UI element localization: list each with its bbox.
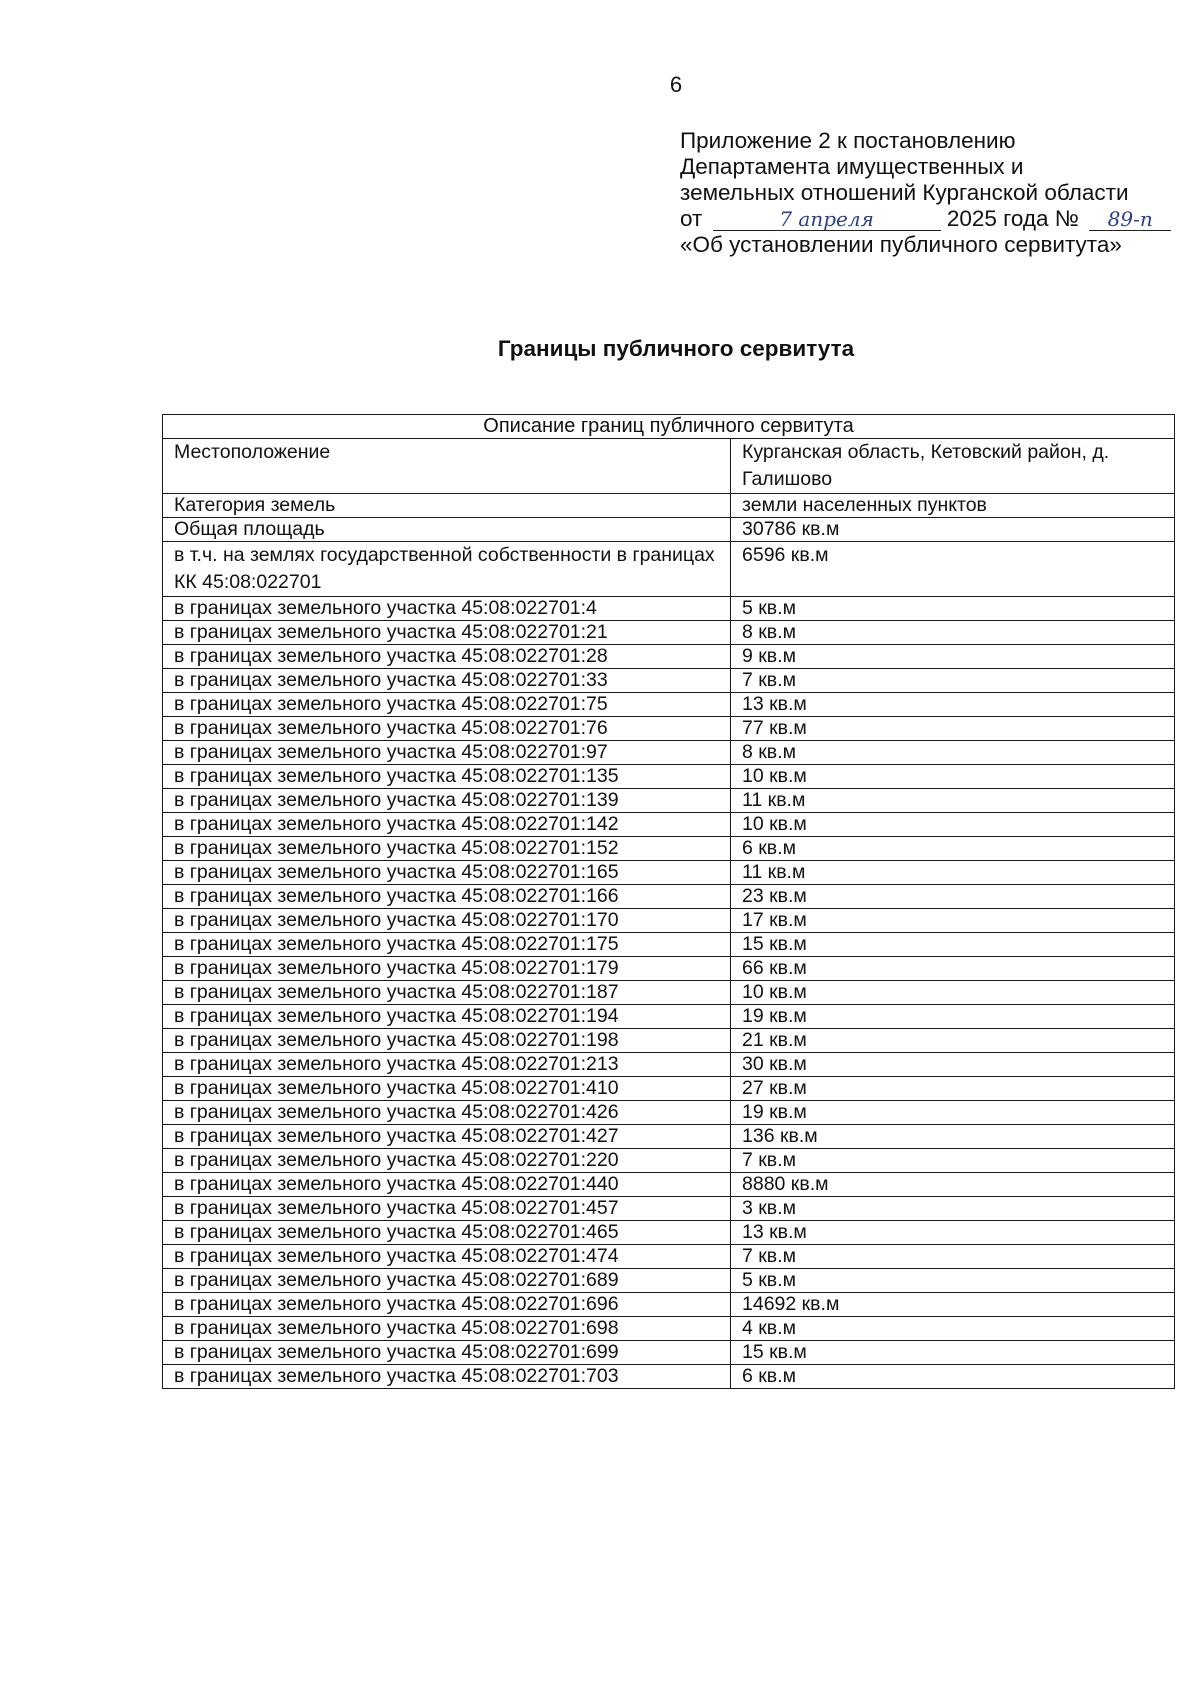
parcel-area: 7 кв.м [731,1245,1175,1269]
category-label: Категория земель [163,494,731,518]
appendix-line-5: «Об установлении публичного сервитута» [680,232,1122,257]
handwritten-number: 89-п [1089,208,1171,231]
parcel-area: 3 кв.м [731,1197,1175,1221]
table-row [163,957,1175,981]
parcel-label: в границах земельного участка 45:08:022701:689 [163,1269,731,1293]
total-area-label: Общая площадь [163,518,731,542]
parcel-area: 66 кв.м [731,957,1175,981]
parcel-label: в границах земельного участка 45:08:022701:194 [163,1005,731,1029]
document-title: Границы публичного сервитута [497,336,855,361]
table-row [163,1005,1175,1029]
handwritten-date: 7 апреля [713,208,941,231]
parcel-area: 5 кв.м [731,597,1175,621]
table-row [163,1341,1175,1365]
parcel-label: в границах земельного участка 45:08:022701:76 [163,717,731,741]
table-row [163,813,1175,837]
table-row [163,1293,1175,1317]
location-value: Курганская область, Кетовский район, д. Галишово [731,439,1175,494]
parcel-label: в границах земельного участка 45:08:022701:220 [163,1149,731,1173]
table-row [163,693,1175,717]
parcel-area: 23 кв.м [731,885,1175,909]
table-row [163,1053,1175,1077]
parcel-label: в границах земельного участка 45:08:022701:474 [163,1245,731,1269]
table-row [163,1317,1175,1341]
year-text: 2025 года № [946,206,1079,231]
date-prefix: от [680,206,703,231]
table-row [163,1269,1175,1293]
parcel-area: 10 кв.м [731,981,1175,1005]
table-row [163,1125,1175,1149]
table-header-row [163,415,1175,439]
table-row [163,1173,1175,1197]
parcel-label: в границах земельного участка 45:08:022701:170 [163,909,731,933]
parcel-label: в границах земельного участка 45:08:022701:21 [163,621,731,645]
parcel-label: в границах земельного участка 45:08:022701:187 [163,981,731,1005]
table-row [163,765,1175,789]
parcel-label: в границах земельного участка 45:08:022701:33 [163,669,731,693]
table-row [163,1221,1175,1245]
parcel-area: 11 кв.м [731,861,1175,885]
table-row [163,669,1175,693]
appendix-line-3: земельных отношений Курганской области [680,180,1129,205]
table-row [163,1365,1175,1389]
parcel-label: в границах земельного участка 45:08:022701:139 [163,789,731,813]
parcel-label: в границах земельного участка 45:08:022701:465 [163,1221,731,1245]
parcel-label: в границах земельного участка 45:08:022701:198 [163,1029,731,1053]
appendix-header [680,128,1180,258]
parcel-area: 13 кв.м [731,693,1175,717]
table-row [163,741,1175,765]
parcel-area: 9 кв.м [731,645,1175,669]
appendix-date-line [680,206,1180,232]
parcel-area: 4 кв.м [731,1317,1175,1341]
table-row [163,933,1175,957]
category-value: земли населенных пунктов [731,494,1175,518]
state-land-label: в т.ч. на землях государственной собственности в границах КК 45:08:022701 [163,542,731,597]
table-row [163,717,1175,741]
appendix-line-2: Департамента имущественных и [680,154,1024,179]
parcel-label: в границах земельного участка 45:08:022701:213 [163,1053,731,1077]
parcel-area: 8 кв.м [731,741,1175,765]
parcel-label: в границах земельного участка 45:08:022701:179 [163,957,731,981]
location-label: Местоположение [163,439,731,494]
parcel-label: в границах земельного участка 45:08:022701:165 [163,861,731,885]
parcel-area: 11 кв.м [731,789,1175,813]
table-row [163,1197,1175,1221]
parcel-label: в границах земельного участка 45:08:022701:426 [163,1101,731,1125]
table-row [163,789,1175,813]
parcel-area: 6 кв.м [731,837,1175,861]
parcel-area: 7 кв.м [731,1149,1175,1173]
parcel-label: в границах земельного участка 45:08:022701:152 [163,837,731,861]
parcel-label: в границах земельного участка 45:08:022701:4 [163,597,731,621]
parcel-area: 8 кв.м [731,621,1175,645]
parcel-label: в границах земельного участка 45:08:022701:698 [163,1317,731,1341]
parcel-area: 5 кв.м [731,1269,1175,1293]
page-number: 6 [669,72,683,97]
table-row [163,597,1175,621]
parcel-label: в границах земельного участка 45:08:022701:75 [163,693,731,717]
location-row [163,439,1175,494]
parcel-area: 15 кв.м [731,933,1175,957]
parcel-area: 77 кв.м [731,717,1175,741]
parcel-label: в границах земельного участка 45:08:022701:175 [163,933,731,957]
parcel-area: 19 кв.м [731,1005,1175,1029]
parcel-area: 14692 кв.м [731,1293,1175,1317]
table-row [163,1245,1175,1269]
boundaries-table [162,414,1175,1389]
parcel-label: в границах земельного участка 45:08:022701:142 [163,813,731,837]
parcel-label: в границах земельного участка 45:08:022701:166 [163,885,731,909]
table-row [163,837,1175,861]
parcel-area: 10 кв.м [731,765,1175,789]
total-area-row [163,518,1175,542]
parcel-label: в границах земельного участка 45:08:022701:410 [163,1077,731,1101]
parcel-label: в границах земельного участка 45:08:022701:703 [163,1365,731,1389]
table-row [163,1077,1175,1101]
parcel-area: 27 кв.м [731,1077,1175,1101]
state-land-value: 6596 кв.м [731,542,1175,597]
table-row [163,1149,1175,1173]
parcel-label: в границах земельного участка 45:08:022701:427 [163,1125,731,1149]
category-row [163,494,1175,518]
parcel-area: 10 кв.м [731,813,1175,837]
parcel-area: 13 кв.м [731,1221,1175,1245]
parcel-area: 19 кв.м [731,1101,1175,1125]
parcel-label: в границах земельного участка 45:08:022701:457 [163,1197,731,1221]
total-area-value: 30786 кв.м [731,518,1175,542]
parcel-label: в границах земельного участка 45:08:022701:699 [163,1341,731,1365]
table-row [163,885,1175,909]
parcel-area: 15 кв.м [731,1341,1175,1365]
table-row [163,909,1175,933]
parcel-area: 21 кв.м [731,1029,1175,1053]
parcel-label: в границах земельного участка 45:08:022701:28 [163,645,731,669]
parcel-area: 8880 кв.м [731,1173,1175,1197]
state-land-row [163,542,1175,597]
table-row [163,861,1175,885]
parcel-label: в границах земельного участка 45:08:022701:97 [163,741,731,765]
parcel-area: 7 кв.м [731,669,1175,693]
parcel-area: 136 кв.м [731,1125,1175,1149]
appendix-line-1: Приложение 2 к постановлению [680,128,1016,153]
parcel-label: в границах земельного участка 45:08:022701:696 [163,1293,731,1317]
table-row [163,981,1175,1005]
table-row [163,1029,1175,1053]
parcel-label: в границах земельного участка 45:08:022701:135 [163,765,731,789]
table-header: Описание границ публичного сервитута [163,415,1175,439]
parcel-area: 6 кв.м [731,1365,1175,1389]
table-row [163,1101,1175,1125]
parcel-label: в границах земельного участка 45:08:022701:440 [163,1173,731,1197]
parcel-area: 17 кв.м [731,909,1175,933]
table-row [163,645,1175,669]
parcel-area: 30 кв.м [731,1053,1175,1077]
table-row [163,621,1175,645]
